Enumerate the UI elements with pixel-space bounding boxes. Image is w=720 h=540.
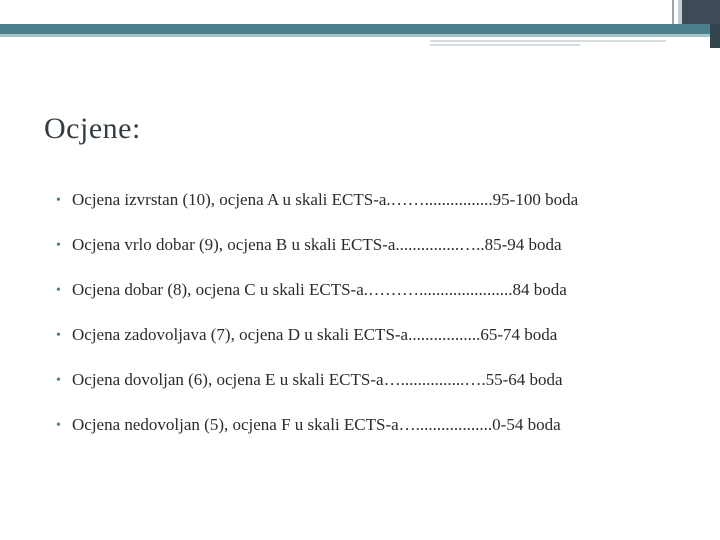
list-item — [56, 325, 696, 370]
list-item-text: Ocjena izvrstan (10), ocjena A u skali ECTS-a.……................95-100 boda — [72, 190, 579, 209]
list-item-text: Ocjena vrlo dobar (9), ocjena B u skali ECTS-a...............…..85-94 boda — [72, 235, 562, 254]
bullet-icon: • — [56, 283, 61, 298]
bullet-icon: • — [56, 193, 61, 208]
list-item — [56, 235, 696, 280]
side-mark — [710, 24, 720, 48]
list-item-text: Ocjena nedovoljan (5), ocjena F u skali ECTS-a…..................0-54 boda — [72, 415, 561, 434]
decorative-rule — [430, 44, 580, 46]
list-item — [56, 370, 696, 415]
list-item — [56, 190, 696, 235]
list-item-text: Ocjena zadovoljava (7), ocjena D u skali ECTS-a.................65-74 boda — [72, 325, 558, 344]
accent-bar — [0, 24, 720, 34]
slide-title: Ocjene: — [44, 112, 141, 145]
header-corner-block — [682, 0, 720, 24]
bullet-icon: • — [56, 238, 61, 253]
accent-bar-light — [0, 34, 720, 37]
bullet-icon: • — [56, 418, 61, 433]
header-bar — [0, 0, 720, 24]
grade-list — [56, 190, 696, 460]
list-item-text: Ocjena dovoljan (6), ocjena E u skali ECTS-a…...............….55-64 boda — [72, 370, 563, 389]
list-item-text: Ocjena dobar (8), ocjena C u skali ECTS-a.………......................84 boda — [72, 280, 567, 299]
bullet-icon: • — [56, 328, 61, 343]
decorative-rule — [430, 40, 666, 42]
header-stripe — [672, 0, 674, 24]
bullet-icon: • — [56, 373, 61, 388]
list-item — [56, 280, 696, 325]
list-item — [56, 415, 696, 460]
